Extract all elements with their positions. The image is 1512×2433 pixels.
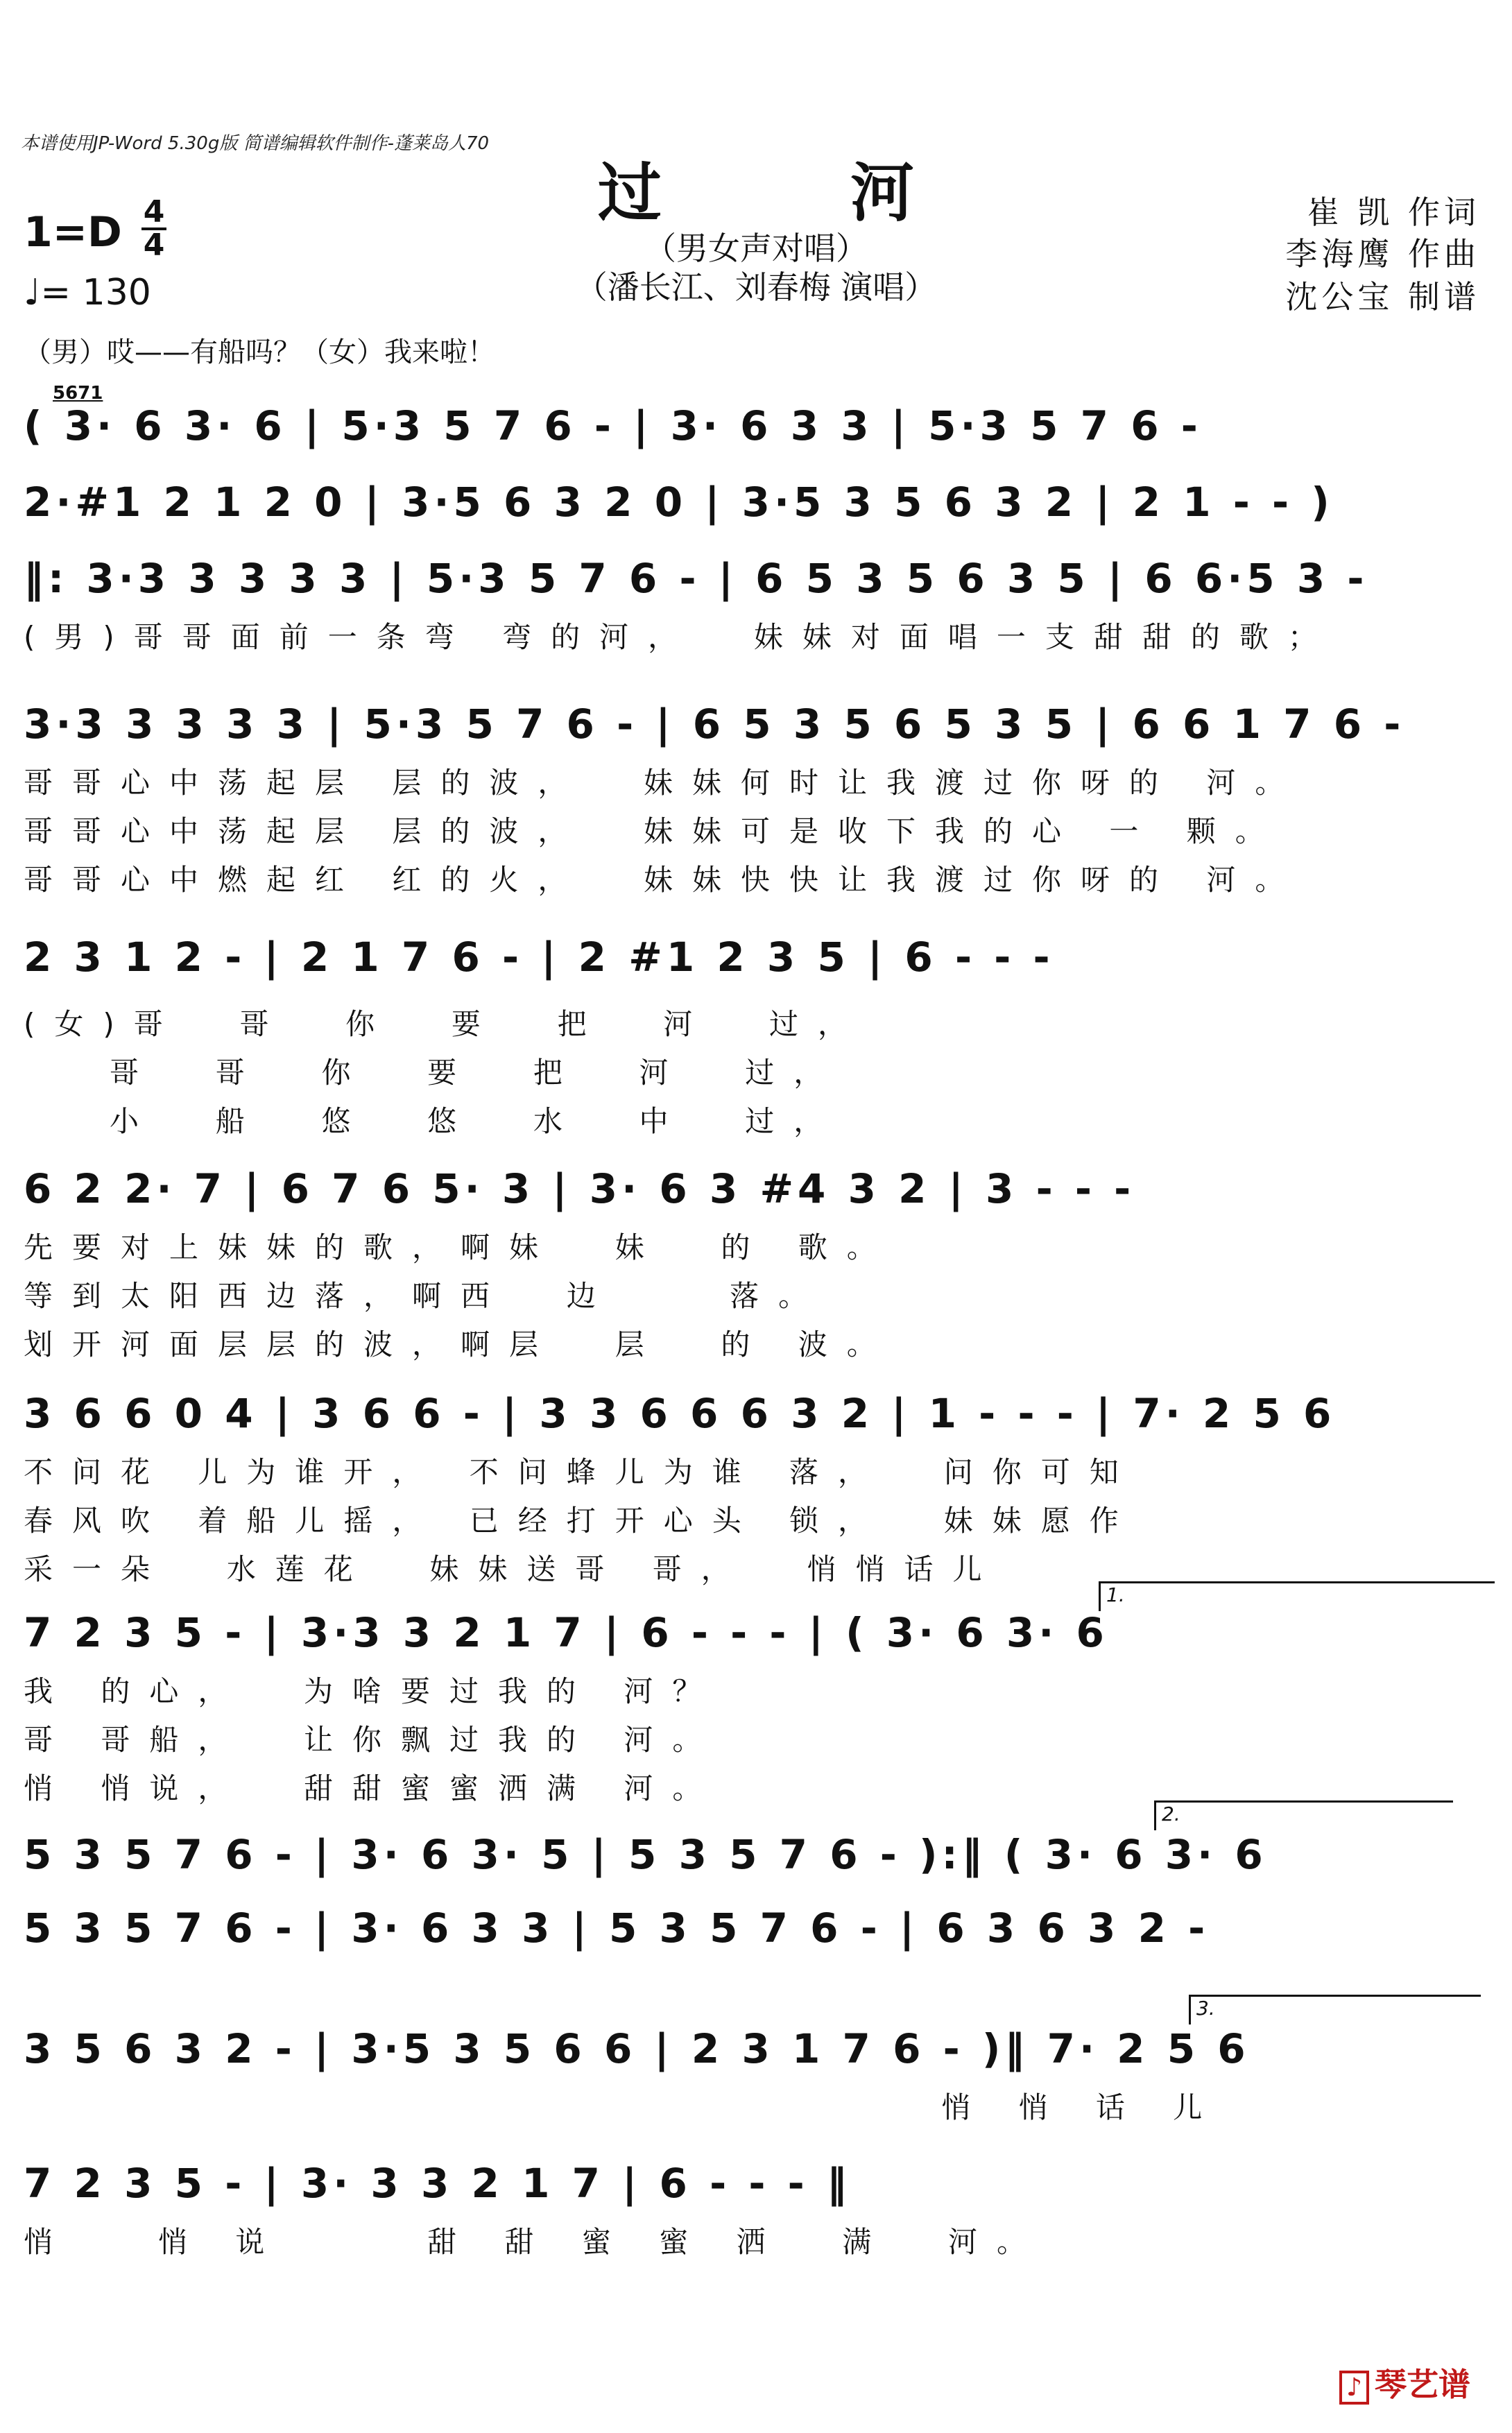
tempo-value: = 130 <box>40 272 151 313</box>
composer-credit: 李海鹰 作曲 <box>1285 235 1480 273</box>
notes: 3·3 3 3 3 3 | 5·3 5 7 6 - | 6 5 3 5 6 5 3 5 | 6 6 1 7 6 - <box>24 700 1405 748</box>
grace-notes: 5671 <box>53 383 103 404</box>
score-row-3 <box>24 555 1488 654</box>
lyric-verse-2: 哥 哥 你 要 把 河 过， <box>24 1056 843 1090</box>
lyric-verse-1: 悄 悄 说 甜 甜 蜜 蜜 洒 满 河。 <box>24 2225 1045 2259</box>
notes: 6 2 2· 7 | 6 7 6 5· 3 | 3· 6 3 #4 3 2 | 3 - - - <box>24 1165 1135 1212</box>
lyric-verse-3: 哥哥心中燃起红 红的火， 妹妹快快让我渡过你呀的 河。 <box>24 863 1304 897</box>
lyric-verse-1: 先要对上妹妹的歌，啊妹 妹 的 歌。 <box>24 1230 895 1264</box>
site-logo <box>1339 2359 1470 2405</box>
subtitle-voice: （男女声对唱） <box>644 230 868 267</box>
notes: ( 3· 6 3· 6 | 5·3 5 7 6 - | 3· 6 3 3 | 5·3 5 7 6 - <box>24 402 1202 449</box>
notes: 5 3 5 7 6 - | 3· 6 3· 5 | 5 3 5 7 6 - ):‖ ( 3· 6 3· 6 <box>24 1831 1267 1878</box>
intro-lyric: （男）哎——有船吗？（女）我来啦！ <box>24 336 495 368</box>
arranger-credit: 沈公宝 制谱 <box>1285 278 1480 316</box>
score-row-4 <box>24 700 1488 897</box>
lyric-verse-2: 春风吹 着船儿摇， 已经打开心头 锁， 妹妹愿作 <box>24 1504 1138 1538</box>
subtitle-performers: （潘长江、刘春梅 演唱） <box>575 268 937 306</box>
logo-text: 琴艺谱 <box>1375 2366 1470 2403</box>
notes: 2·#1 2 1 2 0 | 3·5 6 3 2 0 | 3·5 3 5 6 3 2 | 2 1 - - ) <box>24 479 1334 526</box>
lyric-verse-3: 小 船 悠 悠 水 中 过， <box>24 1104 843 1138</box>
notes: 3 5 6 3 2 - | 3·5 3 5 6 6 | 2 3 1 7 6 - )‖ 7· 2 5 6 <box>24 2025 1250 2072</box>
lyric-verse-3: 悄 悄说， 甜甜蜜蜜洒满 河。 <box>24 1771 721 1805</box>
time-sig-top: 4 <box>143 194 165 230</box>
time-sig-bottom: 4 <box>143 227 165 263</box>
lyric-verse-1: (男)哥哥面前一条弯 弯的河， 妹妹对面唱一支甜甜的歌； <box>24 620 1337 654</box>
lyric-verse-2: 哥哥心中荡起层 层的波， 妹妹可是收下我的心 一 颗。 <box>24 814 1284 848</box>
score-row-12 <box>24 2160 1488 2259</box>
time-signature <box>141 194 166 263</box>
score-row-6 <box>24 1165 1488 1361</box>
lyric-verse-1: 我 的心， 为啥要过我的 河？ <box>24 1674 721 1708</box>
notes: 2 3 1 2 - | 2 1 7 6 - | 2 #1 2 3 5 | 6 - - - <box>24 934 1054 981</box>
lyric-verse-3: 采一朵 水莲花 妹妹送哥 哥， 悄悄话儿 <box>24 1552 1002 1586</box>
quarter-note-icon: ♩ <box>24 272 41 313</box>
lyric-verse-1: (女)哥 哥 你 要 把 河 过， <box>24 1007 866 1041</box>
logo-icon: ♪ <box>1339 2371 1369 2405</box>
lyricist-credit: 崔 凯 作词 <box>1307 194 1480 231</box>
lyric-verse-2: 等到太阳西边落，啊西 边 落。 <box>24 1279 827 1313</box>
score-row-1 <box>24 383 1488 458</box>
tempo-marking <box>24 272 151 313</box>
score-row-9 <box>24 1803 1488 1886</box>
notes: 3 6 6 0 4 | 3 6 6 - | 3 3 6 6 6 3 2 | 1 - - - | 7· 2 5 6 <box>24 1390 1336 1437</box>
volta-bracket: 3. <box>1189 1995 1481 2024</box>
notes: ‖: 3·3 3 3 3 3 | 5·3 5 7 6 - | 6 5 3 5 6 3 5 | 6 6·5 3 - <box>24 555 1368 602</box>
credit-line: 本谱使用JP-Word 5.30g版 简谱编辑软件制作-蓬莱岛人70 <box>21 133 490 154</box>
score-row-5 <box>24 934 1488 1138</box>
notes: 7 2 3 5 - | 3· 3 3 2 1 7 | 6 - - - ‖ <box>24 2160 851 2207</box>
volta-bracket: 2. <box>1154 1800 1453 1830</box>
volta-bracket: 1. <box>1099 1581 1495 1611</box>
score-row-10 <box>24 1905 1488 1960</box>
score-row-7 <box>24 1390 1488 1586</box>
score-row-11 <box>24 1997 1488 2124</box>
lyric-verse-2: 哥 哥船， 让你飘过我的 河。 <box>24 1723 721 1757</box>
lyric-verse-3: 划开河面层层的波，啊层 层 的 波。 <box>24 1327 895 1361</box>
score-row-2 <box>24 479 1488 534</box>
key-signature: 1=D <box>24 208 122 257</box>
lyric-verse-1: 哥哥心中荡起层 层的波， 妹妹何时让我渡过你呀的 河。 <box>24 766 1304 800</box>
lyric-verse-1: 悄 悄 话 儿 <box>24 2090 1222 2124</box>
lyric-verse-1: 不问花 儿为谁开， 不问蜂儿为谁 落， 问你可知 <box>24 1455 1138 1489</box>
notes: 5 3 5 7 6 - | 3· 6 3 3 | 5 3 5 7 6 - | 6 3 6 3 2 - <box>24 1905 1210 1952</box>
page-title: 过 河 <box>597 156 998 230</box>
score-row-8 <box>24 1583 1488 1805</box>
notes: 7 2 3 5 - | 3·3 3 2 1 7 | 6 - - - | ( 3· 6 3· 6 <box>24 1609 1108 1656</box>
